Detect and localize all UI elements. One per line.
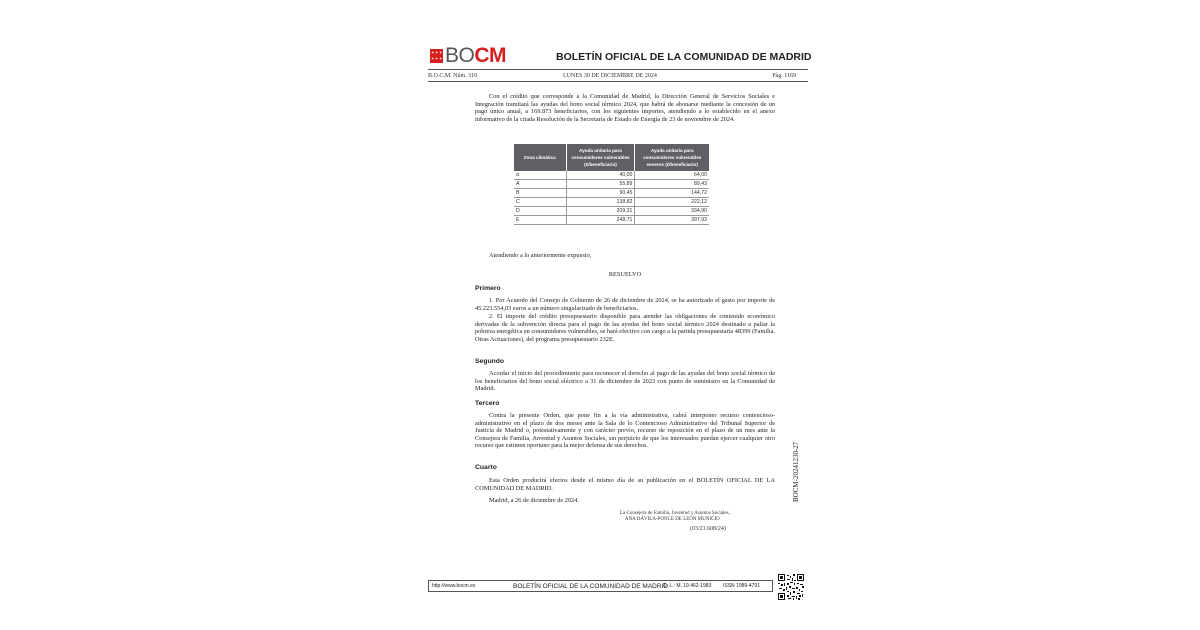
tercero-paragraph: Contra la presente Orden, que pone fin a la vía administrativa, cabrá interponer recurso contencioso-administrativo en el plazo de dos meses ante la Sala de lo Contencioso Administrativo del Tribunal Superior de Justicia de Madrid o, potestativamente y con carácter previo, recurso de reposición en el plazo de un mes ante la Consejera de Familia, Juventud y Asuntos Sociales, sin perjuicio de que los interesados puedan ejercer cualquier otro recurso que estimen oportuno para la mejor defensa de sus derechos. [475, 412, 775, 450]
severe-cell: 144,72 [635, 189, 709, 198]
severe-cell: 64,00 [635, 171, 709, 180]
section-title-cuarto: Cuarto [475, 464, 497, 471]
order-reference: (03/21.608/24) [690, 526, 726, 532]
bocm-logo [430, 46, 506, 66]
table-row [514, 189, 709, 198]
place-date: Madrid, a 26 de diciembre de 2024. [489, 497, 579, 504]
issue-number: B.O.C.M. Núm. 310 [428, 73, 478, 79]
table-row [514, 198, 709, 207]
section-title-tercero: Tercero [475, 400, 500, 407]
table-row [514, 215, 709, 224]
signature-name: ANA DÁVILA-PONCE DE LEÓN MUNICIO [625, 517, 720, 522]
table-header: Ayuda unitaria para consumidores vulnerables (€/beneficiario) [566, 144, 635, 171]
cuarto-paragraph: Esta Orden producirá efectos desde el mismo día de su publicación en el BOLETÍN OFICIAL DE LA COMUNIDAD DE MADRID. [475, 477, 775, 492]
header-title: BOLETÍN OFICIAL DE LA COMUNIDAD DE MADRID [556, 51, 812, 63]
table-row [514, 207, 709, 216]
table-row [514, 171, 709, 180]
vulnerable-cell: 138,82 [566, 198, 635, 207]
meta-divider [428, 81, 808, 82]
footer-title: BOLETÍN OFICIAL DE LA COMUNIDAD DE MADRID [513, 582, 669, 590]
zone-cell: α [514, 171, 566, 180]
vulnerable-cell: 40,00 [566, 171, 635, 180]
intro-paragraph: Con el crédito que corresponde a la Comunidad de Madrid, la Dirección General de Servicios Sociales e Integración tramitará las ayudas del bono social térmico 2024, que habrá de abonarse mediante la concesión de un pago único anual, a 169.873 beneficiarios, con los siguientes importes, atendiendo a lo establecido en el anexo informativo de la citada Resolución de la Secretaría de Estado de Energía de 23 de noviembre de 2024. [475, 93, 775, 123]
logo-text-suffix: CM [474, 44, 507, 67]
primero-paragraph-2: 2. El importe del crédito presupuestario disponible para atender las obligaciones de contenido económico derivadas de la subvención directa para el pago de las ayudas del bono social térmico 2024 destinado a paliar la pobreza energética en consumidores vulnerables, se hará efectivo con cargo a la partida presupuestaria 48399 (Familia. Otras Actuaciones), del programa presupuestario 232E. [475, 313, 775, 343]
madrid-flag-icon: ✶ ✶ ✶ ✶ ✶ ✶ [431, 50, 443, 61]
footer-url[interactable]: http://www.bocm.es [432, 583, 476, 589]
severe-cell: 397,93 [635, 215, 709, 224]
qr-code-icon [778, 574, 804, 600]
resuelvo-heading: RESUELVO [608, 271, 642, 278]
issue-date: LUNES 30 DE DICIEMBRE DE 2024 [563, 73, 657, 79]
page-number: Pág. 1169 [772, 73, 796, 79]
header-divider [428, 69, 808, 70]
document-page [428, 40, 812, 610]
vulnerable-cell: 248,71 [566, 215, 635, 224]
table-row [514, 180, 709, 189]
aid-table [514, 144, 709, 225]
vulnerable-cell: 90,45 [566, 189, 635, 198]
table-header: Zona climática [514, 144, 566, 171]
severe-cell: 89,43 [635, 180, 709, 189]
page-footer [428, 580, 773, 592]
zone-cell: E [514, 215, 566, 224]
section-title-segundo: Segundo [475, 358, 505, 365]
severe-cell: 222,12 [635, 198, 709, 207]
zone-cell: D [514, 207, 566, 216]
atendiendo-text: Atendiendo a lo anteriormente expuesto, [489, 252, 592, 259]
table-header: Ayuda unitaria para consumidores vulnerables severos (€/beneficiario) [635, 144, 709, 171]
vulnerable-cell: 209,31 [566, 207, 635, 216]
logo-text-prefix: BO [445, 44, 475, 67]
severe-cell: 334,90 [635, 207, 709, 216]
footer-legal-deposit: D. L.: M. 19.462-1983 [663, 583, 712, 589]
section-title-primero: Primero [475, 285, 501, 292]
segundo-paragraph: Acordar el inicio del procedimiento para reconocer el derecho al pago de las ayudas del bono social térmico de los beneficiarios del bono social eléctrico a 31 de diciembre de 2023 con punto de suministro en la Comunidad de Madrid. [475, 370, 775, 393]
footer-issn: ISSN 1989-4791 [723, 583, 760, 589]
signature-role: La Consejera de Familia, Juventud y Asuntos Sociales, [620, 511, 730, 516]
zone-cell: C [514, 198, 566, 207]
vulnerable-cell: 55,89 [566, 180, 635, 189]
primero-paragraph-1: 1. Por Acuerdo del Consejo de Gobierno de 26 de diciembre de 2024, se ha autorizado el gasto por importe de 45.223.554,03 euros a un número singularizado de beneficiarios. [475, 297, 775, 312]
zone-cell: B [514, 189, 566, 198]
zone-cell: A [514, 180, 566, 189]
bocm-side-code: BOCM-20241230-27 [792, 441, 800, 502]
